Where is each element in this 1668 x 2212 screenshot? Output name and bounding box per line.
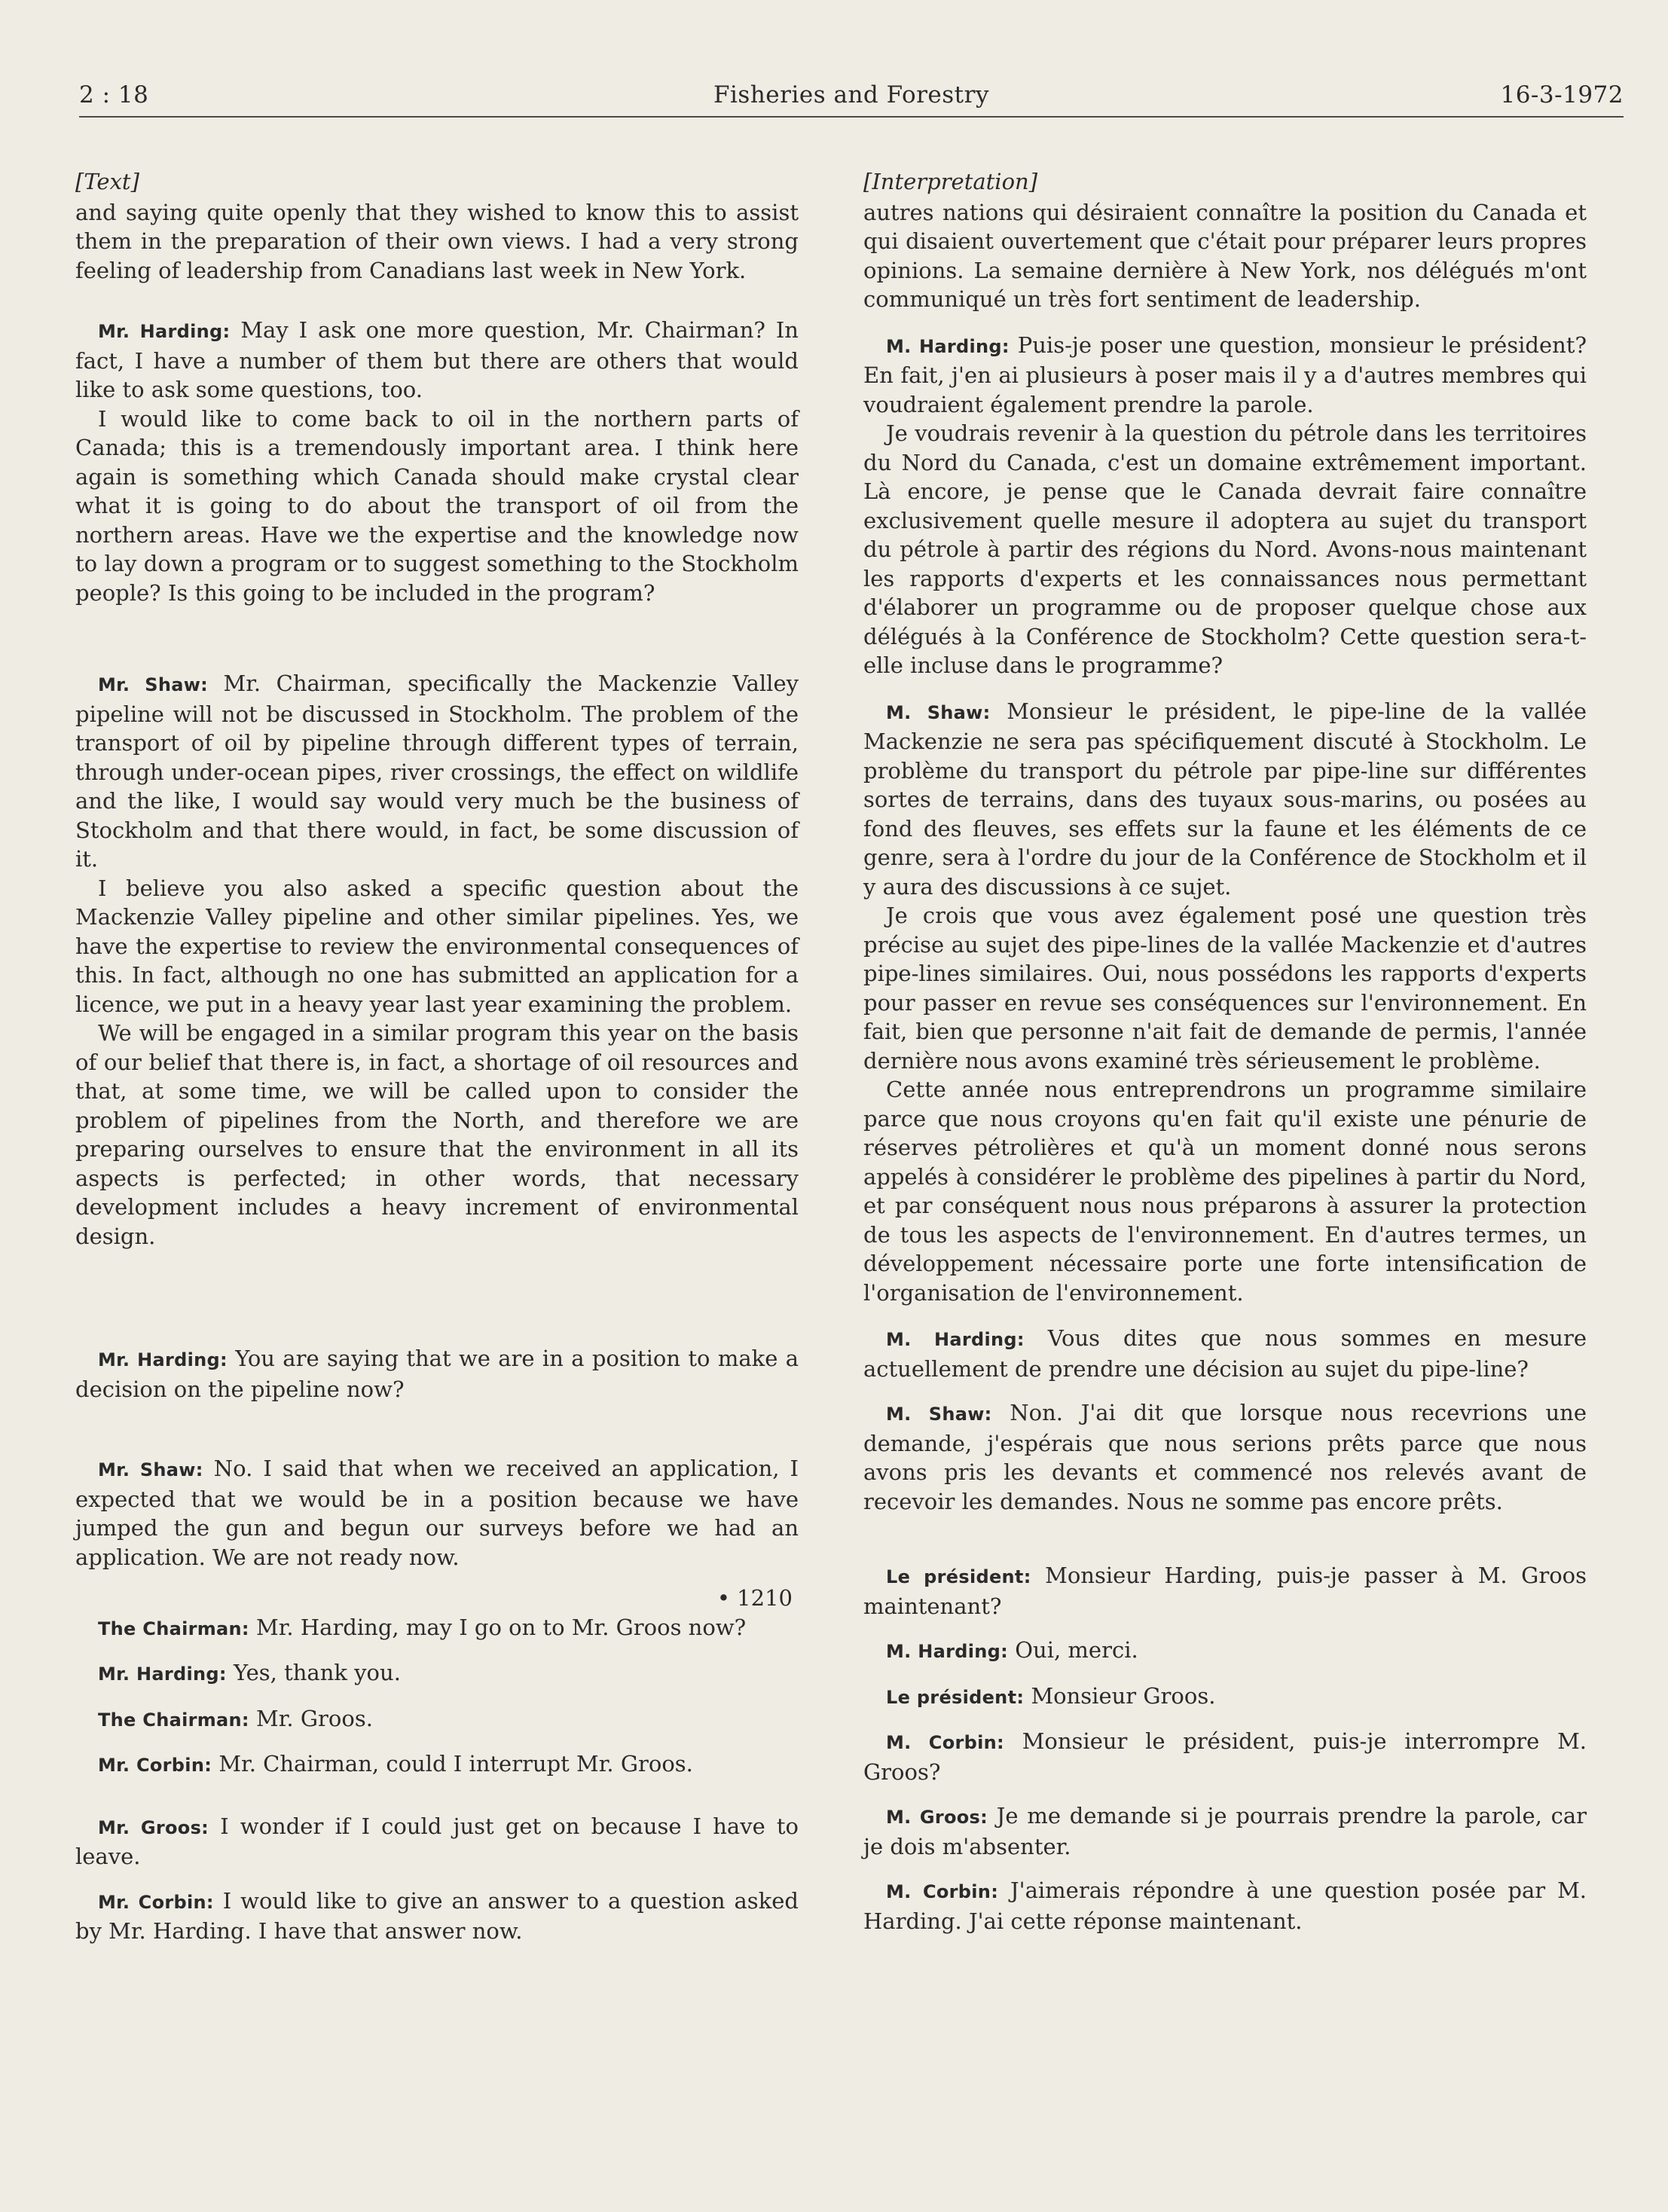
page-header [79,81,1624,118]
speech-text: Puis-je poser une question, monsieur le président? En fait, j'en ai plusieurs à poser mais il y a d'autres membres qui voudraient également prendre la parole. [863,331,1587,417]
speaker-name: Mr. Harding: [98,1664,227,1685]
french-column [863,167,1587,1936]
speech-shaw [863,697,1587,902]
speaker-name: Mr. Shaw: [98,674,209,695]
speech-chairman [75,1613,799,1644]
speaker-name: M. Harding: [886,1641,1009,1662]
speech-text: I would like to give an answer to a question asked by Mr. Harding. I have that answer now. [75,1887,799,1944]
speech-text: Non. J'ai dit que lorsque nous recevrions une demande, j'espérais que nous serions prêts parce que nous avons pris les devants et commencé nos relevés avant de recevoir les demandes. Nous ne somme pas encore prêts. [863,1400,1587,1514]
speaker-name: Mr. Shaw: [98,1459,203,1480]
speech-chairman [863,1561,1587,1621]
page-title: Fisheries and Forestry [713,81,989,108]
speech-harding [863,1324,1587,1383]
speech-harding [75,1658,799,1689]
speech-corbin [863,1876,1587,1936]
page-date: 16-3-1972 [1500,81,1624,108]
speech-text: You are saying that we are in a position to make a decision on the pipeline now? [75,1346,799,1402]
speech-text: Mr. Chairman, specifically the Mackenzie Valley pipeline will not be discussed in Stockholm. The problem of the transport of oil by pipeline through different types of terrain, through under-ocean pipes, river crossings, the effect on wildlife and the like, I would say would very much be the business of Stockholm and that there would, in fact, be some discussion of it. [75,671,799,872]
speaker-name: Le président: [886,1686,1025,1708]
speaker-name: M. Harding: [886,335,1010,357]
speech-shaw [75,669,799,874]
speech-corbin [75,1749,799,1780]
speech-text: Mr. Groos. [249,1705,373,1731]
paragraph: Je voudrais revenir à la question du pétrole dans les territoires du Nord du Canada, c'est un domaine extrêmement important. Là encore, je pense que le Canada devrait faire connaître exclusivement quelle mesure il adoptera au sujet du transport du pétrole à partir des régions du Nord. Avons-nous maintenant les rapports d'experts et les connaissances nous permettant d'élaborer un programme ou de proposer quelque chose aux délégués à la Conférence de Stockholm? Cette question sera-t-elle incluse dans le programme? [863,420,1587,678]
speech-text: Vous dites que nous sommes en mesure actuellement de prendre une décision au sujet du pipe-line? [863,1325,1587,1382]
speaker-name: M. Shaw: [886,1404,992,1425]
paragraph: and saying quite openly that they wished to know this to assist them in the preparation of their own views. I had a very strong feeling of leadership from Canadians last week in New York. [75,199,799,283]
speech-text: Mr. Harding, may I go on to Mr. Groos now? [249,1614,747,1640]
paragraph: We will be engaged in a similar program this year on the basis of our belief that there is, in fact, a shortage of oil resources and that, at some time, we will be called upon to consider the problem of pipelines from the North, and therefore we are preparing ourselves to ensure that the environment in all its aspects is perfected; in other words, that necessary development includes a heavy increment of environmental design. [75,1020,799,1249]
speech-chairman [863,1682,1587,1712]
speech-text: May I ask one more question, Mr. Chairman? In fact, I have a number of them but there are others that would like to ask some questions, too. [75,317,799,402]
time-marker: • 1210 [716,1585,793,1611]
speech-shaw [863,1398,1587,1516]
paragraph: autres nations qui désiraient connaître la position du Canada et qui disaient ouvertement que c'était pour préparer leurs propres opinions. La semaine dernière à New York, nos délégués m'ont communiqué un très fort sentiment de leadership. [863,199,1587,312]
speaker-name: Mr. Groos: [98,1816,209,1838]
speaker-name: Mr. Harding: [98,321,231,342]
speech-text: Monsieur Groos. [1024,1682,1216,1709]
page-number: 2 : 18 [79,81,149,108]
speech-harding [75,1344,799,1404]
speaker-name: M. Shaw: [886,701,991,723]
speaker-name: Le président: [886,1566,1031,1587]
speaker-name: M. Corbin: [886,1881,999,1902]
column-label: [Interpretation] [863,169,1038,194]
speech-harding [863,1636,1587,1667]
speech-text: No. I said that when we received an application, I expected that we would be in a position because we have jumped the gun and begun our surveys before we had an application. We are not ready now. [75,1456,799,1570]
speech-groos [863,1801,1587,1861]
speech-text: Yes, thank you. [226,1660,401,1685]
speech-groos [75,1812,799,1871]
speech-text: Je me demande si je pourrais prendre la parole, car je dois m'absenter. [863,1803,1587,1859]
speech-text: Oui, merci. [1008,1637,1138,1663]
english-column [75,167,799,1946]
speech-harding [75,316,799,405]
speech-text: Mr. Chairman, could I interrupt Mr. Groos. [212,1751,693,1777]
speech-harding [863,331,1587,420]
speech-text: Monsieur le président, puis-je interrompre M. Groos? [863,1728,1587,1785]
speech-text: Monsieur Harding, puis-je passer à M. Groos maintenant? [863,1563,1587,1619]
speech-shaw [75,1454,799,1572]
paragraph: Je crois que vous avez également posé une question très précise au sujet des pipe-lines de la vallée Mackenzie et d'autres pipe-lines similaires. Oui, nous possédons les rapports d'experts pour passer en revue ses conséquences sur l'environnement. En fait, bien que personne n'ait fait de demande de permis, l'année dernière nous avons examiné très sérieusement le problème. [863,903,1587,1074]
speaker-name: The Chairman: [98,1618,249,1639]
speech-corbin [863,1727,1587,1786]
speaker-name: M. Groos: [886,1807,988,1828]
speaker-name: Mr. Corbin: [98,1891,214,1913]
speech-text: I wonder if I could just get on because I have to leave. [75,1813,799,1869]
speech-text: J'aimerais répondre à une question posée par M. Harding. J'ai cette réponse maintenant. [863,1877,1587,1934]
paragraph: I believe you also asked a specific question about the Mackenzie Valley pipeline and other similar pipelines. Yes, we have the expertise to review the environmental consequences of this. In fact, although no one has submitted an application for a licence, we put in a heavy year last year examining the problem. [75,875,799,1017]
speaker-name: Mr. Corbin: [98,1755,212,1776]
column-label: [Text] [75,169,139,194]
speech-chairman [75,1704,799,1735]
speech-text: Monsieur le président, le pipe-line de la vallée Mackenzie ne sera pas spécifiquement discuté à Stockholm. Le problème du transport du pétrole par pipe-line sur différentes sortes de terrains, dans des tuyaux sous-marins, ou posées au fond des fleuves, ses effets sur la faune et les éléments de ce genre, sera à l'ordre du jour de la Conférence de Stockholm et il y aura des discussions à ce sujet. [863,698,1587,900]
speaker-name: The Chairman: [98,1709,249,1731]
speaker-name: Mr. Harding: [98,1349,228,1370]
paragraph: Cette année nous entreprendrons un programme similaire parce que nous croyons qu'en fait qu'il existe une pénurie de réserves pétrolières et qu'à un moment donné nous serons appelés à considérer le problème des pipelines à partir du Nord, et par conséquent nous nous préparons à assurer la protection de tous les aspects de l'environnement. En d'autres termes, un développement nécessaire porte une forte intensification de l'organisation de l'environnement. [863,1077,1587,1306]
paragraph: I would like to come back to oil in the northern parts of Canada; this is a tremendously important area. I think here again is something which Canada should make crystal clear what it is going to do about the transport of oil from the northern areas. Have we the expertise and the knowledge now to lay down a program or to suggest something to the Stockholm people? Is this going to be included in the program? [75,405,799,606]
speaker-name: M. Corbin: [886,1732,1004,1753]
speech-corbin [75,1887,799,1946]
speaker-name: M. Harding: [886,1329,1025,1350]
